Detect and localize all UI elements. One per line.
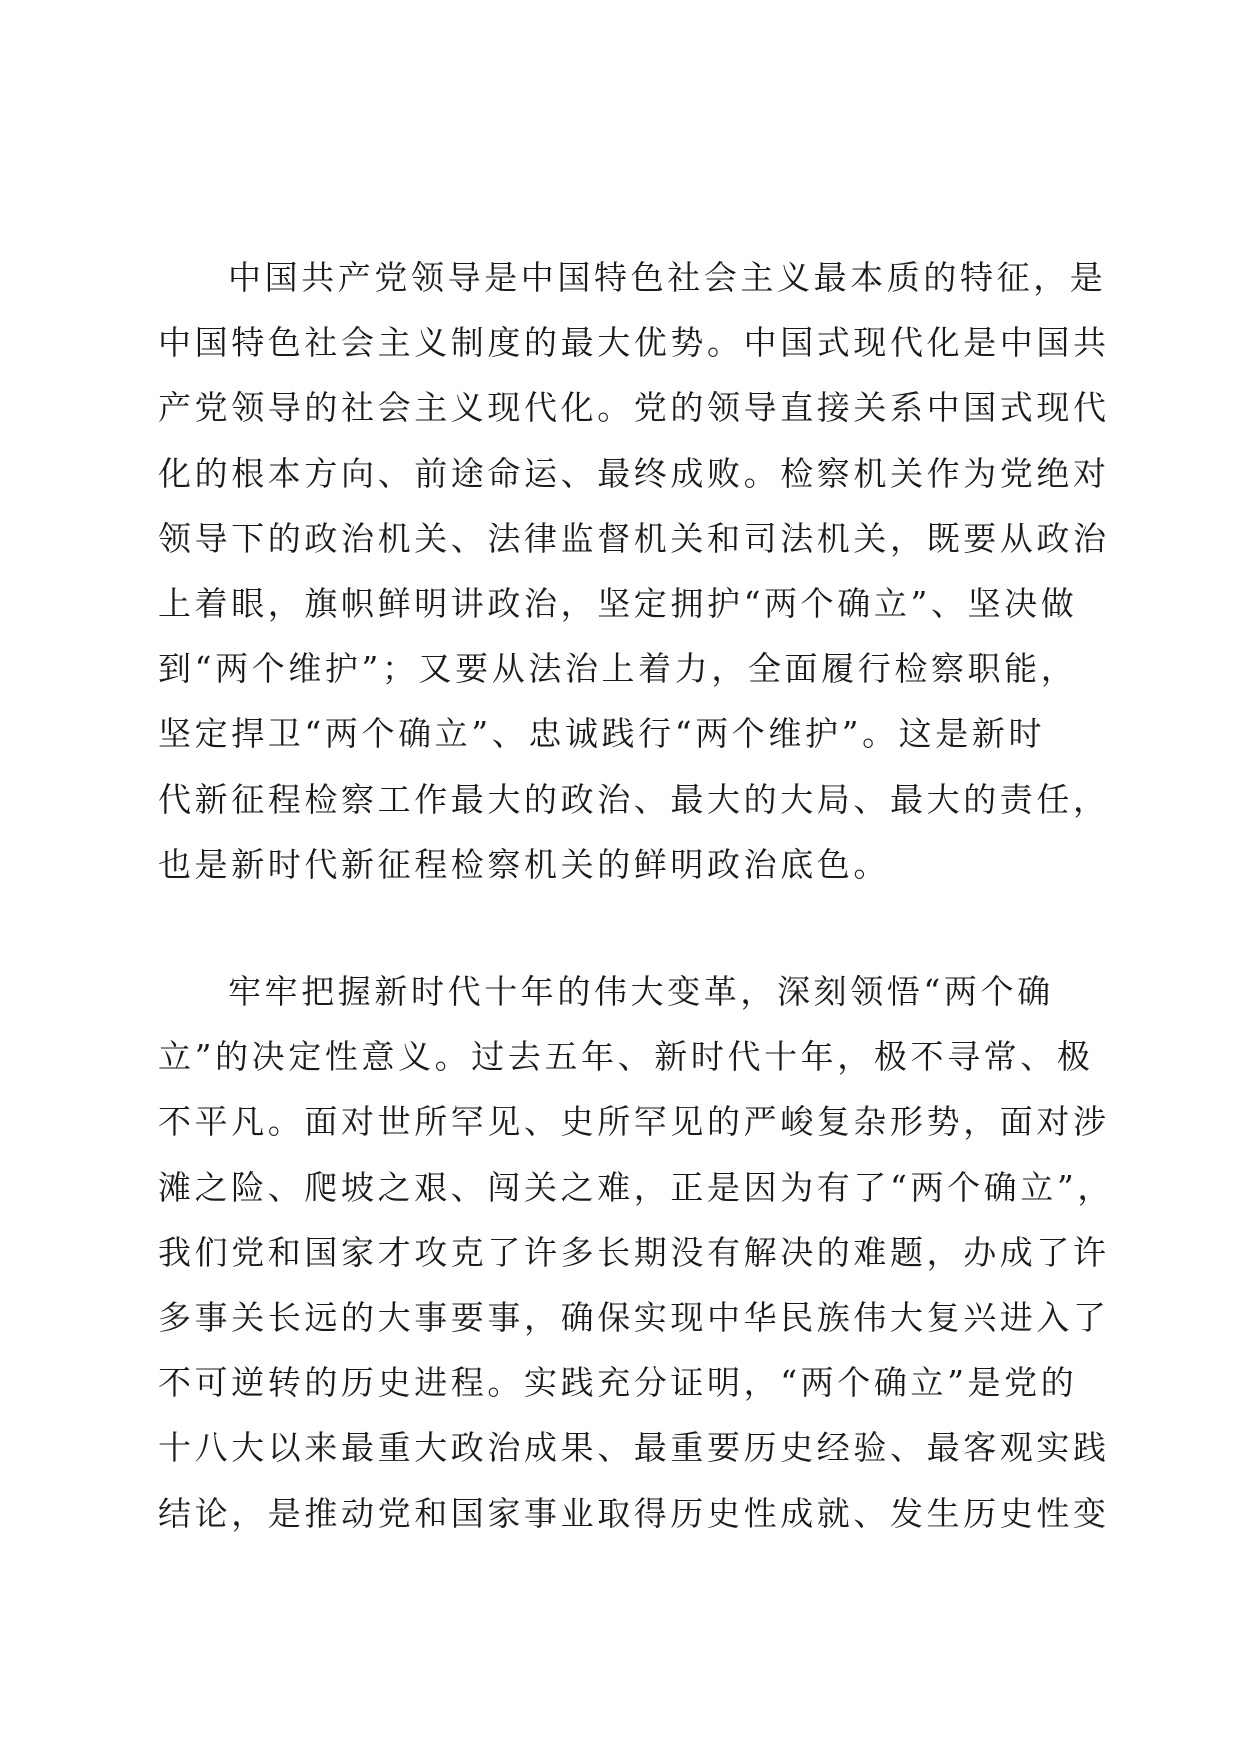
paragraph-line: 滩之险、爬坡之艰、闯关之难，正是因为有了“两个确立”，: [158, 1167, 1114, 1207]
paragraph-line: 中国共产党领导是中国特色社会主义最本质的特征，是: [228, 258, 1107, 297]
paragraph-line: 牢牢把握新时代十年的伟大变革，深刻领悟“两个确: [228, 972, 1054, 1011]
paragraph-line: 到“两个维护”；又要从法治上着力，全面履行检察职能，: [158, 649, 1078, 689]
paragraph-line: 代新征程检察工作最大的政治、最大的大局、最大的责任，: [158, 779, 1110, 819]
paragraph-line: 上着眼，旗帜鲜明讲政治，坚定拥护“两个确立”、坚决做: [158, 583, 1078, 623]
paragraph-line: 不平凡。面对世所罕见、史所罕见的严峻复杂形势，面对涉: [158, 1102, 1110, 1142]
paragraph-line: 多事关长远的大事要事，确保实现中华民族伟大复兴进入了: [158, 1297, 1110, 1337]
paragraph-line: 坚定捍卫“两个确立”、忠诚践行“两个维护”。这是新时: [158, 714, 1046, 754]
paragraph-line: 也是新时代新征程检察机关的鲜明政治底色。: [158, 844, 890, 884]
paragraph-1: [158, 245, 1110, 897]
paragraph-line: 产党领导的社会主义现代化。党的领导直接关系中国式现代: [158, 388, 1110, 428]
paragraph-line: 结论，是推动党和国家事业取得历史性成就、发生历史性变: [158, 1493, 1110, 1533]
paragraph-line: 不可逆转的历史进程。实践充分证明，“两个确立”是党的: [158, 1363, 1078, 1403]
paragraph-2: [158, 959, 1114, 1546]
paragraph-line: 立”的决定性意义。过去五年、新时代十年，极不寻常、极: [158, 1037, 1094, 1077]
paragraph-line: 化的根本方向、前途命运、最终成败。检察机关作为党绝对: [158, 453, 1110, 493]
paragraph-line: 我们党和国家才攻克了许多长期没有解决的难题，办成了许: [158, 1232, 1110, 1272]
paragraph-line: 十八大以来最重大政治成果、最重要历史经验、最客观实践: [158, 1428, 1110, 1468]
paragraph-line: 领导下的政治机关、法律监督机关和司法机关，既要从政治: [158, 518, 1110, 558]
paragraph-line: 中国特色社会主义制度的最大优势。中国式现代化是中国共: [158, 323, 1110, 363]
